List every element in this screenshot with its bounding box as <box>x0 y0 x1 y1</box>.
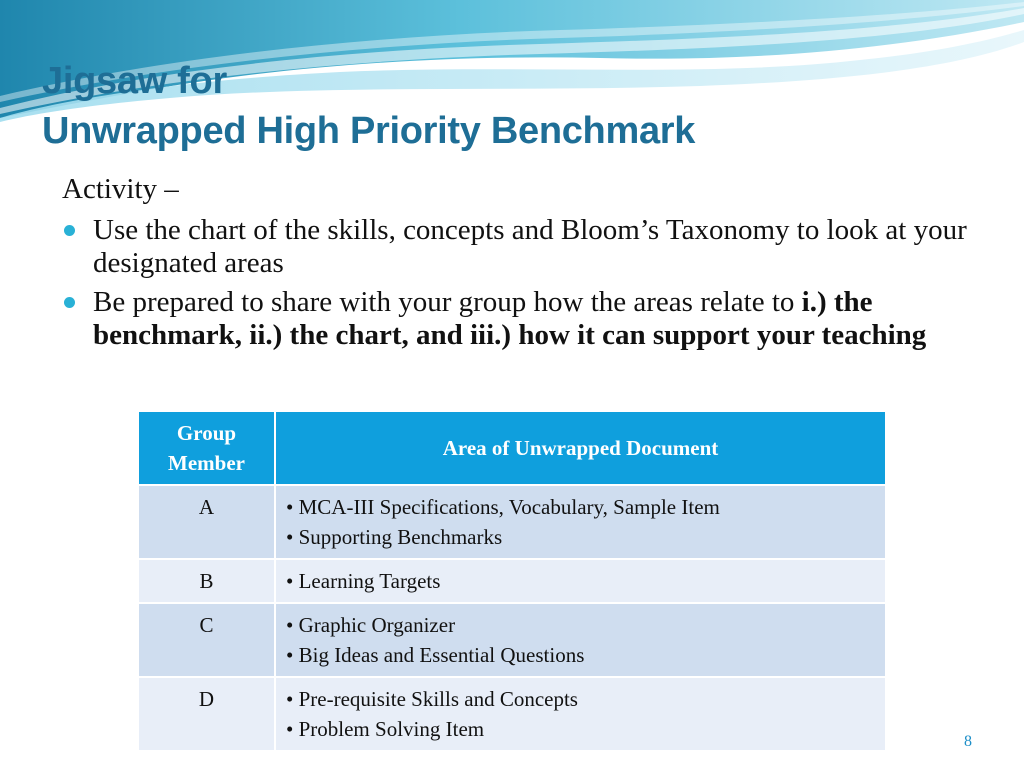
title-line-2: Unwrapped High Priority Benchmark <box>42 110 696 152</box>
member-cell: A <box>138 485 275 559</box>
area-item: • MCA-III Specifications, Vocabulary, Sample Item <box>286 495 720 519</box>
bullet-bold-text: i.) the benchmark, ii.) the chart, and iii.) how it can support your teaching <box>93 286 927 351</box>
member-cell: D <box>138 677 275 751</box>
member-cell: B <box>138 559 275 603</box>
page-number: 8 <box>964 733 972 750</box>
bullet-text: Use the chart of the skills, concepts and Bloom’s Taxonomy to look at your designated areas <box>93 214 967 279</box>
bullet-dot-icon <box>64 297 75 308</box>
area-item: • Learning Targets <box>286 569 441 593</box>
bullet-item <box>62 286 972 352</box>
member-cell: C <box>138 603 275 677</box>
table-row <box>138 677 886 751</box>
table-row <box>138 485 886 559</box>
header-group-member: Group Member <box>138 411 275 485</box>
area-cell <box>275 485 886 559</box>
table-row <box>138 603 886 677</box>
activity-label: Activity – <box>62 173 179 205</box>
header-area: Area of Unwrapped Document <box>275 411 886 485</box>
jigsaw-table <box>137 410 887 752</box>
area-cell <box>275 677 886 751</box>
area-item: • Big Ideas and Essential Questions <box>286 643 585 667</box>
bullet-list <box>62 214 972 358</box>
area-cell <box>275 603 886 677</box>
bullet-item <box>62 214 972 280</box>
slide-title <box>42 56 982 156</box>
table-row <box>138 559 886 603</box>
area-item: • Supporting Benchmarks <box>286 525 503 549</box>
title-line-1: Jigsaw for <box>42 60 227 102</box>
table-header-row <box>138 411 886 485</box>
bullet-text: Be prepared to share with your group how the areas relate to <box>93 286 802 318</box>
area-item: • Pre-requisite Skills and Concepts <box>286 687 578 711</box>
bullet-dot-icon <box>64 225 75 236</box>
area-item: • Graphic Organizer <box>286 613 456 637</box>
area-item: • Problem Solving Item <box>286 717 485 741</box>
area-cell <box>275 559 886 603</box>
